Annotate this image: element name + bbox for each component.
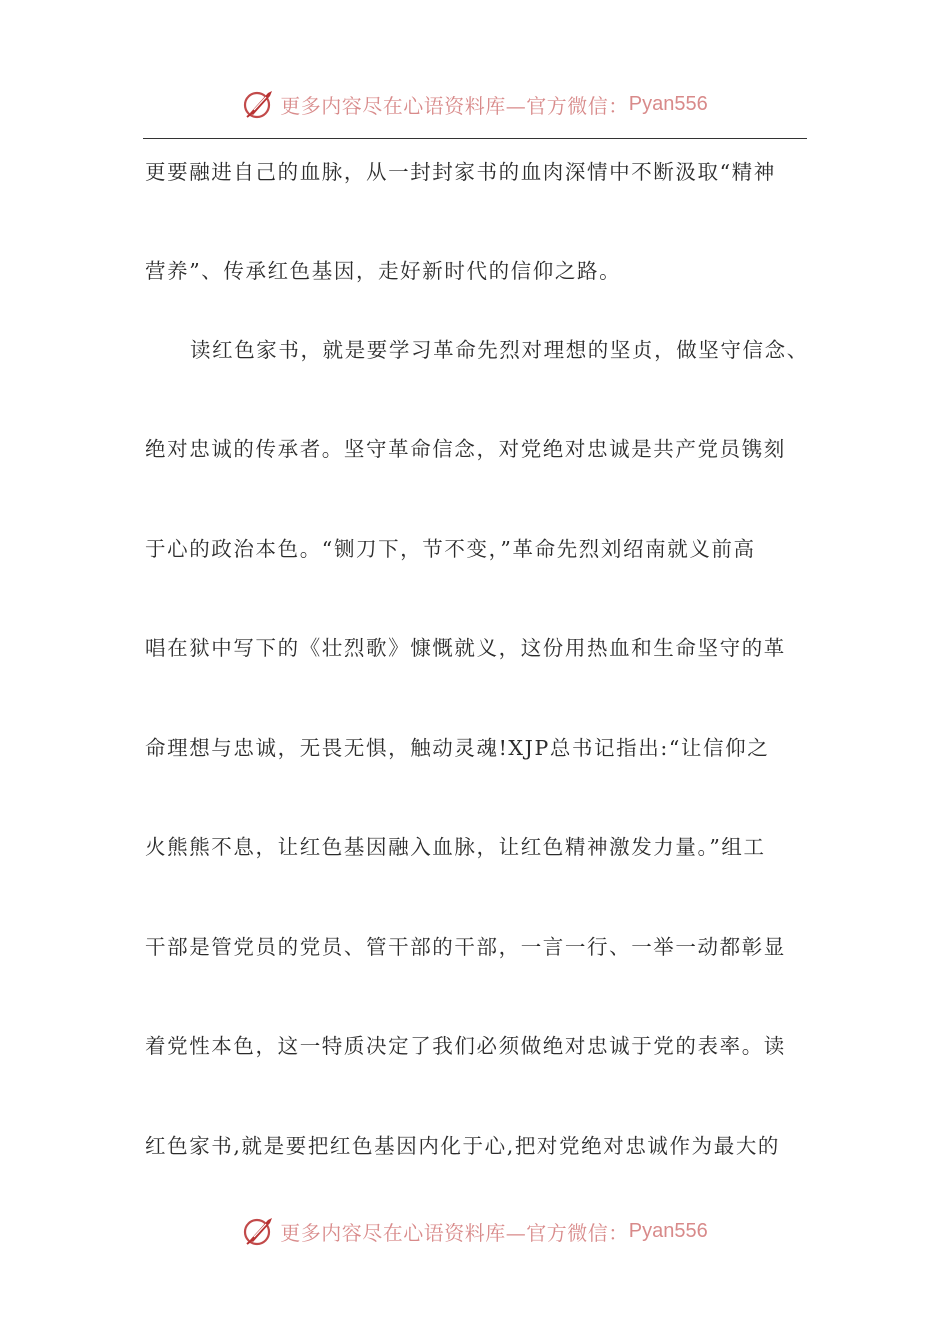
body-line: 干部是管党员的党员、管干部的干部，一言一行、一举一动都彰显: [145, 935, 786, 959]
body-line: 着党性本色，这一特质决定了我们必须做绝对忠诚于党的表率。读: [145, 1034, 786, 1058]
footer-banner-text: 更多内容尽在心语资料库—官方微信：: [280, 1220, 629, 1245]
body-line: 于心的政治本色。“铡刀下，节不变，”革命先烈刘绍南就义前高: [145, 537, 756, 561]
body-line: 更要融进自己的血脉，从一封封家书的血肉深情中不断汲取“精神: [145, 160, 776, 184]
header-banner: [0, 84, 950, 124]
body-line: 红色家书,就是要把红色基因内化于心,把对党绝对忠诚作为最大的: [145, 1134, 781, 1158]
body-line: 唱在狱中写下的《壮烈歌》慷慨就义，这份用热血和生命坚守的革: [145, 636, 786, 660]
header-banner-text: 更多内容尽在心语资料库—官方微信：: [280, 93, 629, 118]
body-line: 命理想与忠诚，无畏无惧，触动灵魂!XJP总书记指出:“让信仰之: [145, 736, 770, 760]
body-line: 绝对忠诚的传承者。坚守革命信念，对党绝对忠诚是共产党员镌刻: [145, 437, 786, 461]
header-divider: [143, 138, 807, 139]
footer-banner: [0, 1211, 950, 1251]
paragraph-first-line: 读红色家书，就是要学习革命先烈对理想的坚贞，做坚守信念、: [190, 338, 809, 362]
quill-pen-logo-icon: [242, 1214, 276, 1248]
quill-pen-logo-icon: [242, 87, 276, 121]
body-line: 营养”、传承红色基因，走好新时代的信仰之路。: [145, 259, 622, 283]
footer-banner-contact: Pyan556: [628, 1219, 708, 1242]
body-line: 火熊熊不息，让红色基因融入血脉，让红色精神激发力量。”组工: [145, 835, 766, 859]
header-banner-contact: Pyan556: [628, 92, 708, 115]
